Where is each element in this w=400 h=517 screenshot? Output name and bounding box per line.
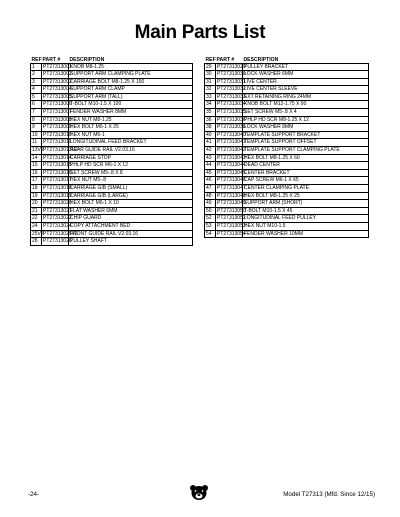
part-number-cell: PT27313024 [43,222,72,229]
page-number: -24- [28,491,40,498]
description-cell: HEX BOLT M6-1 X 10 [69,200,193,208]
part-number-cell: PT27313001 [43,63,72,70]
part-number-cell: PT27313008 [43,116,72,123]
ref-cell: 24 [31,222,42,230]
description-cell: LIVE CENTER [243,78,369,86]
table-row [205,86,369,94]
table-row [205,71,369,79]
part-number-cell: PT27313049 [217,200,246,207]
table-row [205,162,369,170]
table-row [31,200,193,208]
part-number-cell: PT27313010 [43,131,72,138]
description-cell: SUPPORT ARM CLAMP [69,86,193,94]
part-number-cell: PT27313042 [217,147,246,154]
part-number-cell: PT27313036 [217,116,246,123]
table-row [31,238,193,246]
table-row [31,207,193,215]
description-cell: CAP SCREW M6-1 X 65 [243,177,369,185]
description-cell: SUPPORT ARM (SHORT) [243,200,369,208]
part-number-cell: PT27313015 [43,162,72,169]
description-cell: FENDER WASHER 8MM [69,109,193,117]
ref-cell: 3 [31,78,42,86]
part-number-cell: PT27313034 [217,101,246,108]
part-number-cell: PT27313016 [43,169,72,176]
table-header-row [205,56,369,63]
ref-cell: 47 [205,185,216,193]
table-row [31,109,193,117]
table-row [31,215,193,223]
table-row [31,185,193,193]
table-row [31,116,193,124]
description-cell: HEX NUT M8-1.25 [69,116,193,124]
description-cell: CARRIAGE BOLT M8-1.25 X 150 [69,78,193,86]
ref-cell: 17 [31,177,42,185]
ref-cell: 41 [205,139,216,147]
ref-cell: 13V2 [32,147,44,154]
table-row [31,93,193,101]
table-row [205,185,369,193]
part-number-cell: PT27313018 [43,185,72,191]
part-number-cell: PT27313009 [43,124,72,131]
ref-cell: 7 [31,109,42,117]
ref-cell: 8 [31,116,42,124]
part-number-cell: PT27313031 [217,78,246,85]
table-row [31,192,193,200]
ref-cell: 22 [31,215,42,223]
ref-cell: 53 [205,222,216,230]
table-row [205,131,369,139]
part-number-cell: PT27313007 [43,109,72,116]
part-number-cell: PT27313011 [43,139,72,146]
table-row [205,124,369,132]
description-cell: T-BOLT M10-1.5 X 45 [243,207,369,215]
part-number-cell: PT27313044 [217,162,246,169]
table-row [205,169,369,177]
table-row [205,101,369,109]
part-number-cell: PT27313045 [217,169,246,176]
description-cell: LONGITUDINAL FEED BRACKET [69,139,193,147]
part-number-cell: PT27313021 [43,207,72,214]
table-row [205,78,369,86]
ref-cell: 2 [31,71,42,79]
ref-cell: 36 [205,116,216,124]
part-number-cell: PT27313032 [217,86,246,93]
part-number-cell: PT27313028 [43,238,72,245]
description-cell: SET SCREW M5-.8 X 4 [243,109,369,117]
ref-cell: 6 [31,101,42,109]
ref-cell: 46 [205,177,216,185]
table-row [31,71,193,79]
description-cell: PHLP HD SCR M6-1 X 12 [69,162,193,170]
ref-cell: 10 [31,131,42,139]
part-number-cell: PT27313014 [43,154,72,161]
table-row [205,177,369,185]
table-row [205,93,369,101]
description-cell: PHLP HD SCR M8-1.25 X 12 [243,116,369,124]
part-number-cell: PT27313006 [43,101,72,108]
part-number-cell: PT27313053 [217,222,246,229]
part-number-cell: PT27313004 [43,86,72,93]
description-cell: KNOB M8-1.25 [69,63,193,71]
part-number-cell: PT27313043 [217,154,246,161]
description-cell: PULLEY BRACKET [243,63,369,71]
description-cell: TEMPLATE SUPPORT BRACKET [243,131,369,139]
ref-cell: 45 [205,169,216,177]
table-row [205,222,369,230]
ref-cell: 42 [205,147,216,155]
table-header-row [31,56,193,63]
description-cell: FENDER WASHER 10MM [243,230,369,238]
ref-cell: 30 [205,71,216,79]
part-number-cell: PT27313035 [217,109,246,116]
ref-cell: 50 [205,207,216,215]
part-number-cell: PT27313002 [43,71,72,78]
ref-cell: 19 [31,192,42,200]
description-cell: FRONT GUIDE RAIL V2.03.16 [69,230,193,238]
description-cell: HEX NUT M6-1 [69,131,193,139]
part-number-cell: PT27313029 [217,63,246,70]
ref-header: REF [31,56,42,63]
description-cell: TEMPLATE SUPPORT OFFSET [243,139,369,147]
part-number-cell: PT27313033 [217,93,246,100]
part-number-cell: PT27313047 [217,185,246,191]
part-number-cell: PT27313048 [217,192,246,199]
description-cell: SET SCREW M5-.8 X 8 [69,169,193,177]
part-header: PART # [216,56,235,63]
ref-cell: 18 [31,185,42,193]
description-cell: CENTER BRACKET [243,169,369,177]
ref-cell: 52 [205,215,216,223]
part-number-cell: PT27313046 [217,177,246,184]
table-row [31,230,193,238]
table-row [205,192,369,200]
model-info: Model T27313 (Mfd. Since 12/15) [283,491,375,498]
bear-head-logo-icon [189,484,209,501]
description-header: DESCRIPTION [243,56,279,63]
description-cell: HEX BOLT M8-1.25 X 60 [243,154,369,162]
description-cell: CARRIAGE GIB (LARGE) [69,192,193,200]
description-cell: HEX NUT M10-1.5 [243,222,369,230]
table-row [31,78,193,86]
table-row [205,230,369,238]
part-number-cell: PT27313040 [217,131,246,138]
ref-cell: 29 [205,63,216,71]
ref-cell: 25V2 [32,230,44,237]
ref-cell: 20 [31,200,42,208]
table-row [31,101,193,109]
ref-cell: 1 [31,63,42,71]
description-cell: HEX BOLT M8-1.25 X 25 [243,192,369,200]
description-cell: LIVE CENTER SLEEVE [243,86,369,94]
description-cell: CHIP GUARD [69,215,193,223]
description-cell: SUPPORT ARM CLAMPING PLATE [69,71,193,79]
table-row [31,154,193,162]
ref-cell: 33 [205,93,216,101]
table-row [205,116,369,124]
description-cell: REAR GUIDE RAIL V2.03.16 [69,147,193,155]
description-cell: T-BOLT M10-1.5 X 100 [69,101,193,109]
ref-cell: 38 [205,124,216,132]
table-row [205,147,369,155]
description-cell: COPY ATTACHMENT BED [69,222,193,230]
ref-cell: 4 [31,86,42,94]
description-cell: SUPPORT ARM (TALL) [69,93,193,101]
part-number-cell: PT27313050 [217,207,246,214]
ref-cell: 11 [31,139,42,147]
ref-cell: 5 [31,93,42,101]
ref-cell: 32 [205,86,216,94]
part-number-cell: PT27313025V2 [43,230,78,237]
description-cell: DEAD CENTER [243,162,369,170]
page-title: Main Parts List [134,22,266,43]
part-number-cell: PT27313005 [43,93,72,100]
table-row [31,169,193,177]
part-number-cell: PT27313038 [217,124,246,131]
table-row [31,131,193,139]
table-row [31,162,193,170]
ref-cell: 31 [205,78,216,86]
part-number-cell: PT27313041 [217,139,246,146]
table-row [31,124,193,132]
ref-header: REF [205,56,216,63]
ref-cell: 9 [31,124,42,132]
ref-cell: 15 [31,162,42,170]
description-cell: FLAT WASHER 6MM [69,207,193,215]
table-row [31,63,193,71]
table-row [31,222,193,230]
ref-cell: 14 [31,154,42,162]
description-cell: CARRIAGE GIB (SMALL) [69,185,193,193]
ref-cell: 21 [31,207,42,215]
part-number-cell: PT27313030 [217,71,246,78]
part-header: PART # [42,56,61,63]
description-cell: LONGITUDINAL FEED PULLEY [243,215,369,223]
ref-cell: 44 [205,162,216,170]
table-row [31,86,193,94]
part-number-cell: PT27313022 [43,215,72,222]
table-row [205,200,369,208]
description-cell: TEMPLATE SUPPORT CLAMPING PLATE [243,147,369,155]
table-row [205,63,369,71]
ref-cell: 34 [205,101,216,109]
description-cell: LOCK WASHER 6MM [243,71,369,79]
table-row [205,139,369,147]
part-number-cell: PT27313017 [43,177,72,184]
part-number-cell: PT27313052 [217,215,246,222]
part-number-cell: PT27313003 [43,78,72,85]
table-row [205,207,369,215]
ref-cell: 48 [205,192,216,200]
ref-cell: 16 [31,169,42,177]
description-cell: EXT RETAINING RING 24MM [243,93,369,101]
part-number-cell: PT27313019 [43,192,72,199]
table-row [205,215,369,223]
part-number-cell: PT27313013V2 [43,147,78,154]
ref-cell: 40 [205,131,216,139]
table-row [31,177,193,185]
ref-cell: 28 [31,238,42,246]
description-cell: CARRIAGE STOP [69,154,193,162]
parts-table-left [30,56,193,246]
part-number-cell: PT27313020 [43,200,72,207]
table-row [205,109,369,117]
ref-cell: 35 [205,109,216,117]
description-cell: HEX BOLT M6-1 X 25 [69,124,193,132]
description-cell: CENTER CLAMPING PLATE [243,185,369,193]
part-number-cell: PT27313054 [217,230,246,237]
description-header: DESCRIPTION [69,56,105,63]
table-row [205,154,369,162]
description-cell: HEX NUT M5-.8 [69,177,193,185]
table-row [31,139,193,147]
ref-cell: 54 [205,230,216,238]
parts-table-right [204,56,369,238]
ref-cell: 49 [205,200,216,208]
description-cell: LOCK WASHER 8MM [243,124,369,132]
description-cell: KNOB BOLT M12-1.75 X 90 [243,101,369,109]
ref-cell: 43 [205,154,216,162]
description-cell: PULLEY SHAFT [69,238,193,246]
table-row [31,147,193,155]
